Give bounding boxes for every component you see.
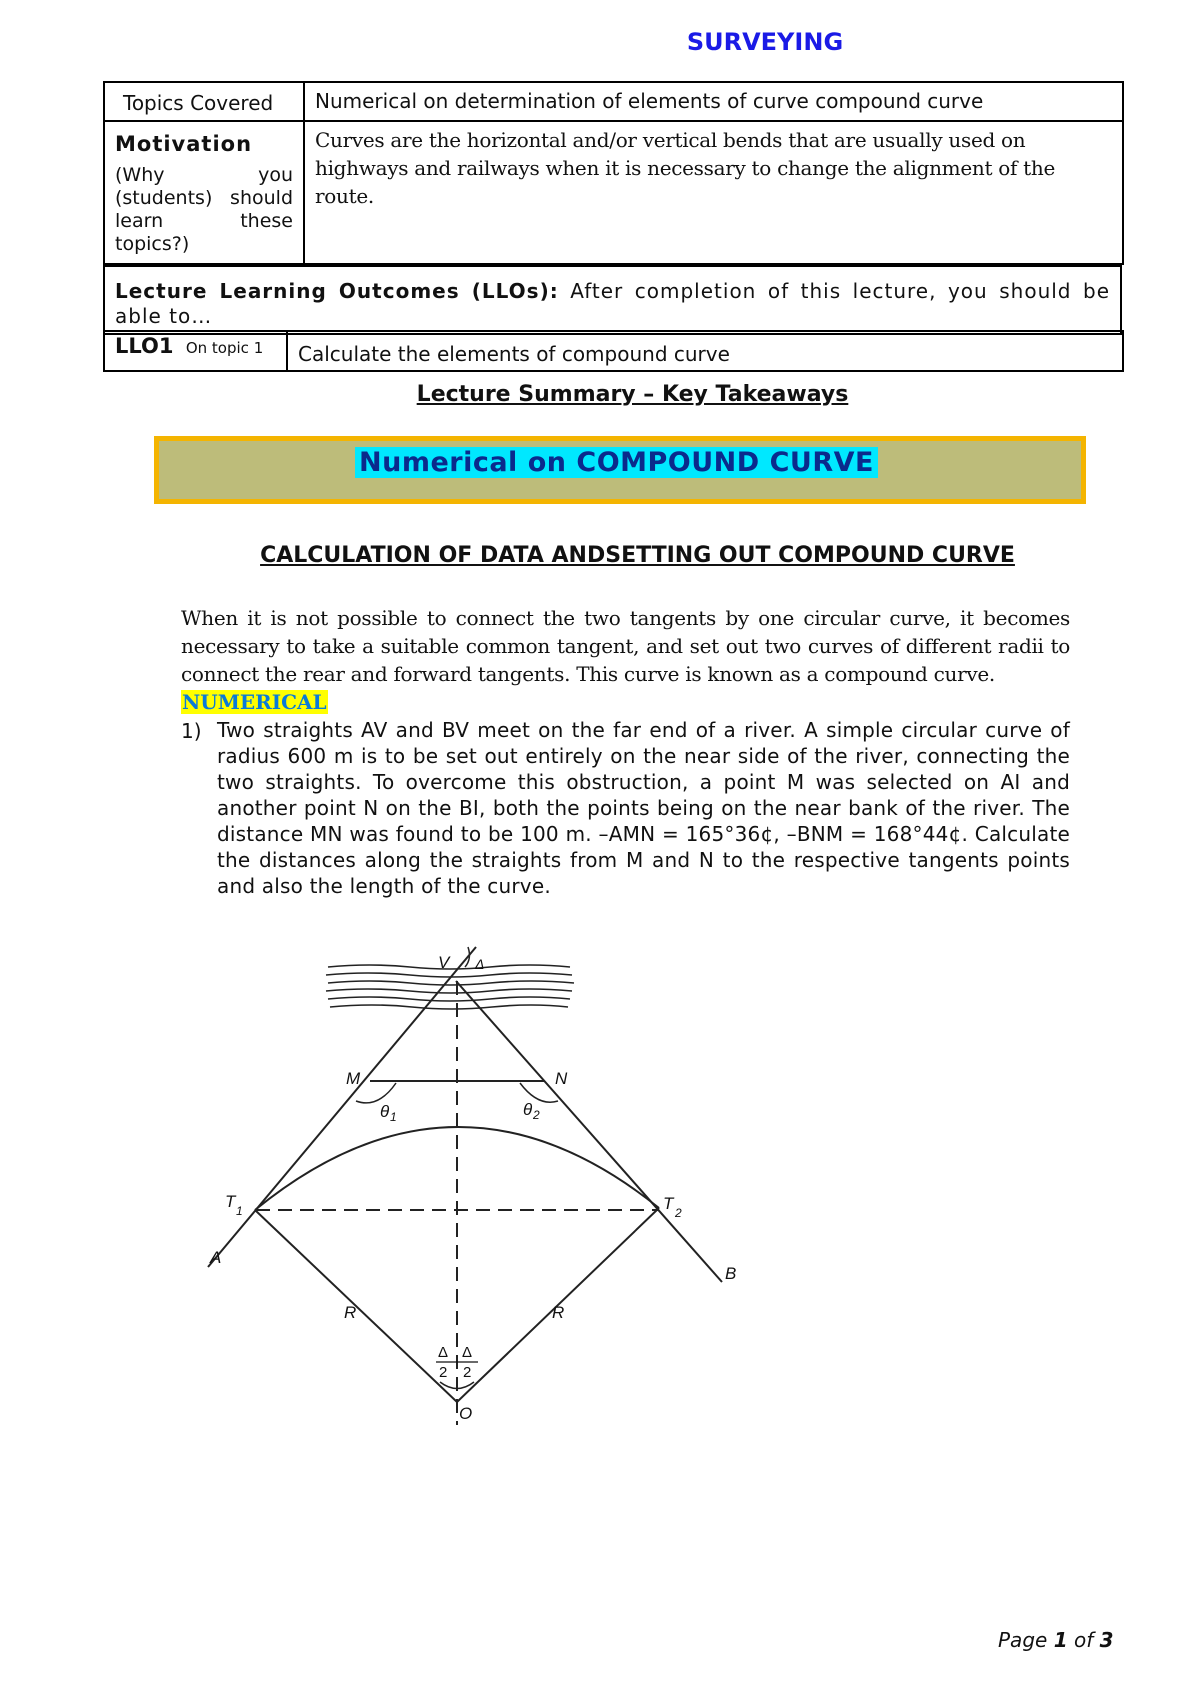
llo-header-cell <box>104 266 1121 334</box>
label-b: B <box>725 1264 737 1283</box>
numerical-label: NUMERICAL <box>182 690 327 714</box>
lecture-info-table <box>103 81 1124 265</box>
topics-covered-label: Topics Covered <box>104 82 304 121</box>
label-theta1-sub: 1 <box>390 1110 397 1124</box>
label-a: A <box>210 1248 222 1267</box>
llo1-value: Calculate the elements of compound curve <box>287 331 1123 371</box>
lecture-summary-title: Lecture Summary – Key Takeaways <box>416 382 849 407</box>
label-r-left: R <box>344 1303 357 1322</box>
straight-av <box>208 947 476 1267</box>
llo-intro: After completion of this lecture, you should be able to… <box>115 279 1110 328</box>
label-theta2-sub: 2 <box>533 1108 540 1122</box>
label-v: V <box>438 953 450 972</box>
label-r-right: R <box>552 1303 565 1322</box>
label-theta2: θ <box>523 1100 533 1119</box>
llo1-label-cell <box>104 331 287 371</box>
motivation-label: Motivation <box>115 132 253 156</box>
compound-curve-diagram <box>200 945 760 1425</box>
topic-banner-text: Numerical on COMPOUND CURVE <box>355 447 878 478</box>
label-t2-sub: 2 <box>675 1206 682 1220</box>
motivation-cell <box>104 121 304 264</box>
question-text: Two straights AV and BV meet on the far end of a river. A simple circular curve of radius 600 m is to be set out entirely on the near side of the river, connecting the two straights. To overcome this obstruction, a point M was selected on AI and another point N on the BI, both the points being on the near bank of the river. The distance MN was found to be 100 m. –AMN = 165°36¢, –BNM = 168°44¢. Calculate the distances along the straights from M and N to the respective tangents points and also the length of the curve. <box>217 718 1070 898</box>
page-number: Page 1 of 3 <box>998 1628 1114 1652</box>
label-n: N <box>555 1069 568 1088</box>
straight-bv <box>456 981 722 1282</box>
label-half-delta-right-den: 2 <box>463 1364 472 1381</box>
question-number: 1) <box>181 719 202 743</box>
label-m: M <box>346 1069 361 1088</box>
label-t1-sub: 1 <box>236 1204 243 1218</box>
label-half-delta-left-num: Δ <box>438 1344 449 1361</box>
label-half-delta-left-den: 2 <box>439 1364 448 1381</box>
llo1-label: LLO1 <box>115 334 174 358</box>
motivation-value: Curves are the horizontal and/or vertical bends that are usually used on highways and railways when it is necessary to change the alignment of the route. <box>304 121 1123 264</box>
llo1-topic: On topic 1 <box>185 339 264 357</box>
section-heading: CALCULATION OF DATA ANDSETTING OUT COMPOUND CURVE <box>260 543 1015 568</box>
document-header-title: SURVEYING <box>686 28 844 56</box>
label-half-delta-right-num: Δ <box>462 1344 473 1361</box>
theta1-arc <box>356 1083 396 1103</box>
label-t1: T <box>225 1192 236 1211</box>
llo1-table <box>103 330 1124 372</box>
intro-paragraph: When it is not possible to connect the two tangents by one circular curve, it becomes necessary to take a suitable common tangent, and set out two curves of different radii to connect the rear and forward tangents. This curve is known as a compound curve. <box>181 606 1070 686</box>
river-waves <box>326 965 574 1009</box>
motivation-subtitle: (Why you (students) should learn these topics?) <box>115 164 293 255</box>
label-theta1: θ <box>380 1102 390 1121</box>
label-o: O <box>459 1404 473 1423</box>
label-delta: Δ <box>475 956 485 972</box>
label-t2: T <box>663 1194 674 1213</box>
topics-covered-value: Numerical on determination of elements of curve compound curve <box>304 82 1123 121</box>
llo-heading: Lecture Learning Outcomes (LLOs): <box>115 279 559 303</box>
llo-table <box>103 265 1122 335</box>
